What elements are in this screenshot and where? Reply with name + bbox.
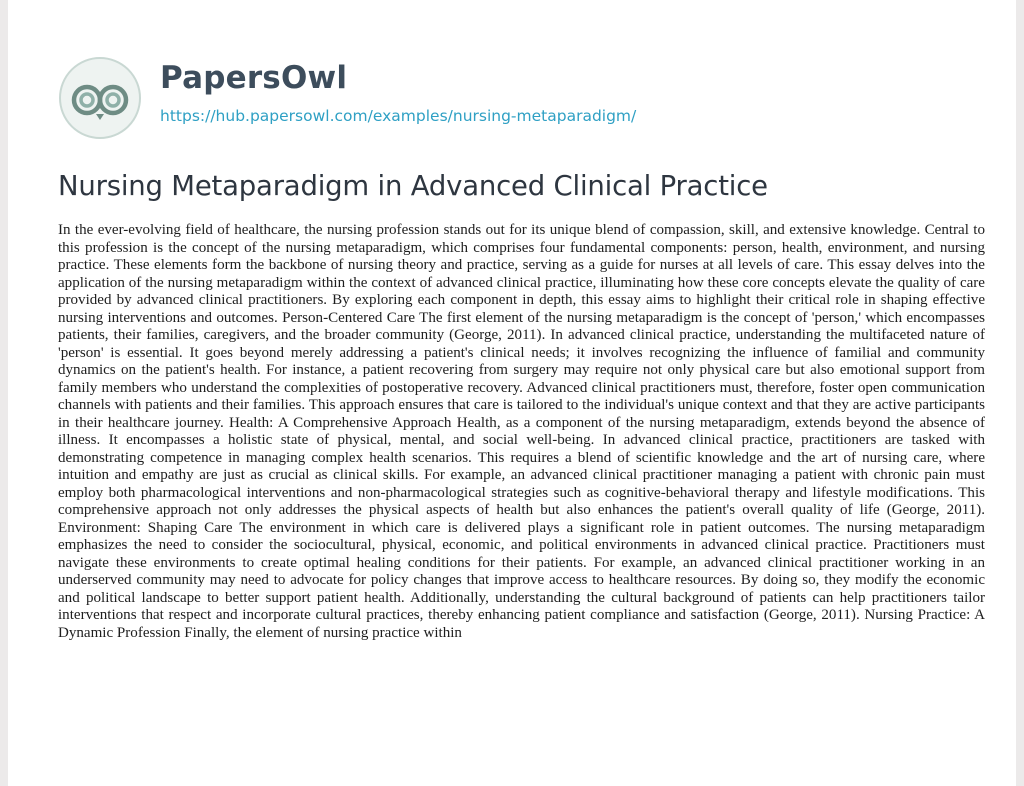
document-body: In the ever-evolving field of healthcare, the nursing profession stands out for its unique blend of compassion, skill, and extensive knowledge. Central to this profession is the concept of the nursing metaparadigm, which comprises four fundamental components: person, health, environment, and nursing practice. These elements form the backbone of nursing theory and practice, serving as a guide for nurses at all levels of care. This essay delves into the application of the nursing metaparadigm within the context of advanced clinical practice, illuminating how these core concepts elevate the quality of care provided by advanced clinical practitioners. By exploring each component in depth, this essay aims to highlight their critical role in shaping effective nursing interventions and outcomes. Person-Centered Care The first element of the nursing metaparadigm is the concept of 'person,' which encompasses patients, their families, caregivers, and the broader community (George, 2011). In advanced clinical practice, understanding the multifaceted nature of 'person' is essential. It goes beyond merely addressing a patient's clinical needs; it involves recognizing the influence of familial and community dynamics on the patient's health. For instance, a patient recovering from surgery may require not only physical care but also emotional support from family members who understand the complexities of postoperative recovery. Advanced clinical practitioners must, therefore, foster open communication channels with patients and their families. This approach ensures that care is tailored to the individual's unique context and that they are active participants in their healthcare journey. Health: A Comprehensive Approach Health, as a component of the nursing metaparadigm, extends beyond the absence of illness. It encompasses a holistic state of physical, mental, and social well-being. In advanced clinical practice, practitioners are tasked with demonstrating competence in managing complex health scenarios. This requires a blend of scientific knowledge and the art of nursing care, where intuition and empathy are just as crucial as clinical skills. For example, an advanced clinical practitioner managing a patient with chronic pain must employ both pharmacological interventions and non-pharmacological strategies such as cognitive-behavioral therapy and lifestyle modifications. This comprehensive approach not only addresses the physical aspects of health but also enhances the patient's overall quality of life (George, 2011). Environment: Shaping Care The environment in which care is delivered plays a significant role in patient outcomes. The nursing metaparadigm emphasizes the need to consider the sociocultural, physical, economic, and political environments in advanced clinical practice. Practitioners must navigate these environments to create optimal healing conditions for their patients. For example, an advanced clinical practitioner working in an underserved community may need to advocate for policy changes that improve access to healthcare resources. By doing so, they modify the economic and political landscape to better support patient health. Additionally, understanding the cultural background of patients can help practitioners tailor interventions that respect and incorporate cultural practices, thereby enhancing patient compliance and satisfaction (George, 2011). Nursing Practice: A Dynamic Profession Finally, the element of nursing practice within <box>58 222 985 641</box>
owl-eyes-logo-icon <box>58 56 142 140</box>
page-url-link[interactable]: https://hub.papersowl.com/examples/nursing-metaparadigm/ <box>160 107 637 125</box>
brand-name[interactable]: PapersOwl <box>160 60 348 96</box>
site-header <box>58 56 958 146</box>
document-title: Nursing Metaparadigm in Advanced Clinical Practice <box>58 170 768 202</box>
